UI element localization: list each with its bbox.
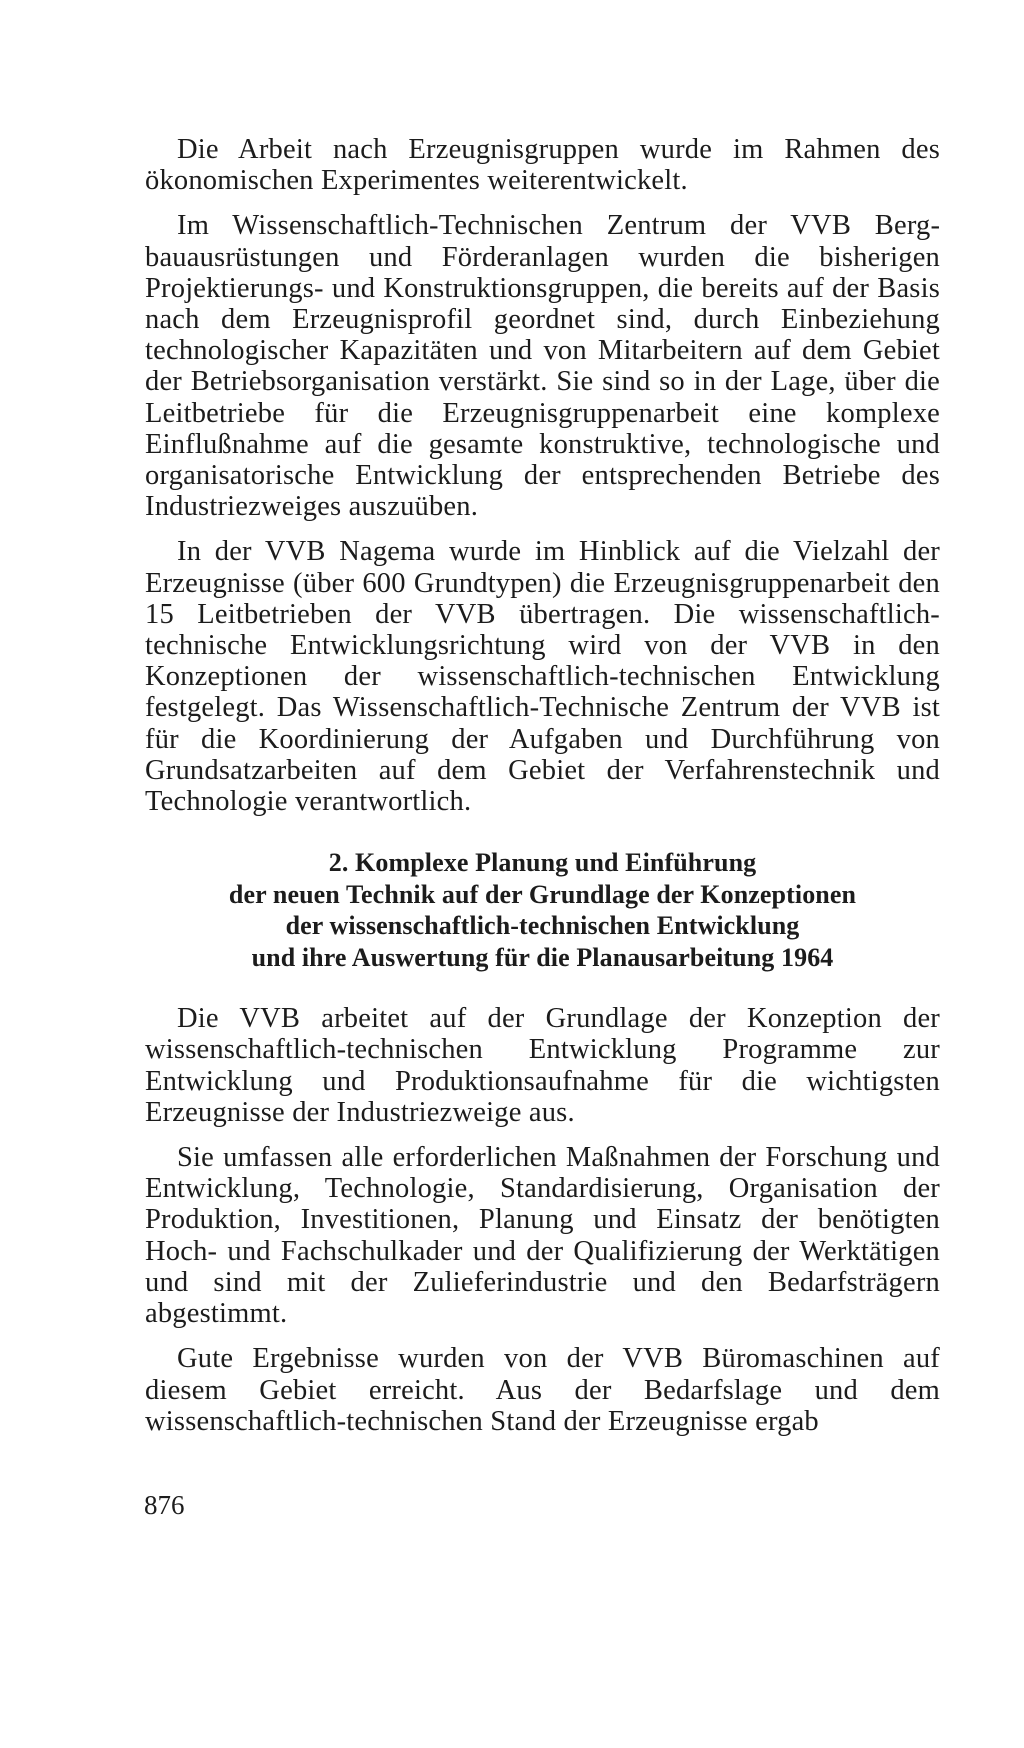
heading-line: und ihre Auswertung für die Planausarbeitung 1964 bbox=[251, 942, 834, 972]
document-page bbox=[145, 134, 940, 1451]
paragraph: Die VVB arbeitet auf der Grundlage der Konzeption der wissenschaftlich-technischen Entwicklung Programme zur Entwicklung und Produktionsaufnahme für die wichtigsten Erzeugnisse der Industriezweige aus. bbox=[145, 1003, 940, 1128]
paragraph: Gute Ergebnisse wurden von der VVB Büromaschinen auf diesem Gebiet erreicht. Aus der Bedarfslage und dem wissenschaftlich-technischen Stand der Erzeugnisse ergab bbox=[145, 1343, 940, 1437]
heading-line: der wissenschaftlich-technischen Entwicklung bbox=[285, 911, 800, 941]
page-number: 876 bbox=[144, 1490, 185, 1520]
paragraph: In der VVB Nagema wurde im Hinblick auf die Vielzahl der Erzeugnisse (über 600 Grundtypen) die Erzeugnisgruppenarbeit den 15 Leitbetrieben der VVB übertragen. Die wissenschaftlich-technische Entwicklungsrichtung wird von der VVB in den Konzeptionen der wissenschaftlich-technischen Entwicklung festgelegt. Das Wissenschaftlich-Technische Zentrum der VVB ist für die Koordinierung der Aufgaben und Durchführung von Grundsatzarbeiten auf dem Gebiet der Verfahrenstechnik und Technologie verantwortlich. bbox=[145, 536, 940, 818]
section-heading bbox=[145, 847, 940, 973]
paragraph: Im Wissenschaftlich-Technischen Zentrum der VVB Bergbauausrüstungen und Förderanlagen wurden die bisherigen Projektierungs- und Konstruktionsgruppen, die bereits auf der Basis nach dem Erzeugnisprofil geordnet sind, durch Einbeziehung technologischer Kapazitäten und von Mitarbeitern auf dem Gebiet der Betriebsorganisation verstärkt. Sie sind so in der Lage, über die Leitbetriebe für die Erzeugnisgruppenarbeit eine komplexe Einflußnahme auf die gesamte konstruktive, technologische und organisatorische Entwicklung der entsprechenden Betriebe des Industriezweiges auszuüben. bbox=[145, 210, 940, 523]
heading-line: 2. Komplexe Planung und Einführung bbox=[328, 848, 757, 878]
paragraph: Sie umfassen alle erforderlichen Maßnahmen der Forschung und Entwicklung, Technologie, Standardisierung, Organisation der Produktion, Investitionen, Planung und Einsatz der benötigten Hoch- und Fachschulkader und der Qualifizierung der Werktätigen und sind mit der Zulieferindustrie und den Bedarfsträgern abgestimmt. bbox=[145, 1142, 940, 1330]
heading-line: der neuen Technik auf der Grundlage der Konzeptionen bbox=[228, 879, 857, 909]
paragraph: Die Arbeit nach Erzeugnisgruppen wurde im Rahmen des ökonomischen Experimentes weiterentwickelt. bbox=[145, 134, 940, 197]
